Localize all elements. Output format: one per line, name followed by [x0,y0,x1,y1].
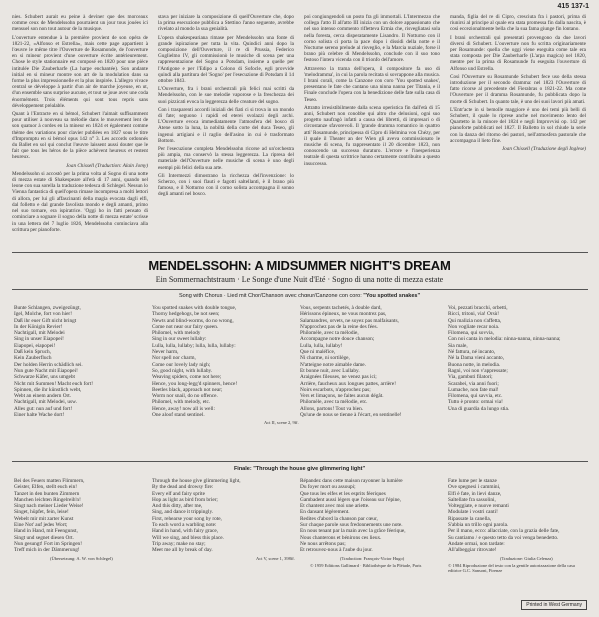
lyric-line: Fate lume per le stanze [448,478,497,484]
lyric-line: En dansant légèrement. [300,509,350,516]
lyric-line: Every elf and fairy sprite [152,490,205,497]
lyric-line: Araignées fileuses, ne venez pas ici; [300,374,377,381]
lyric-line: Ripassate la canella, [448,515,492,522]
lyric-line: Through the house give glimmering light, [152,478,241,484]
notes-paragraph: poi congiungendoli un posto fra gli immortali. L'Intermezzo che collega l'atto II all'atto III inizia con un dolore appassionato che nel suo intenso commento rifletteva Ermia che, risvegliatasi sola nella foresta, cerca disperatamente Lisandro. Il Notturno con il corno solista ci porta la pace dopo i dissidi della notte e il Nocturne sereno prelude al risveglio, e la Marcia nuziale, forse il brano più celebre di Mendelssohn, conclude con il suo tono festoso l'intera vicenda con il trionfo dell'amore. [304,14,440,64]
lyric-line: Thorny hedgehogs, be not seen; [152,311,220,318]
lyric-line: Arrière, faucheux aux longues pattes, arrière! [300,380,397,387]
lyric-line: Meet me all by break of day. [152,547,213,554]
lyric-line: To each word a warbling note: [152,522,217,529]
lyric-line: Nun gesungt! Fort im Springen! [14,540,82,547]
notes-paragraph: Con i trasparenti accordi iniziali dei fiati ci si trova in un mondo di fate; seguono i rapidi ed eterei svolazzi degli archi. L'Ouverture evoca immediatamente l'atmosfera del bosco di Atene sotto la luna, la nobiltà della corte del duca Teseo, gli ingenui artigiani e il raglio dell'asino in cui è trasformato Bottom. [158,106,294,144]
lyric-line: Vers et limaçons, ne faites aucun dégât. [300,393,384,400]
lyric-line: Nous chanterons et bénirons ces lieux. [300,534,382,541]
lyric-line: Du foyer mort ou assoupi; [300,484,356,491]
finale-italian-copyright: © 1984 Riproduzione del testo con la gentile autorizzazione della casa editrice G.C. Sansoni, Firenze [448,563,575,573]
lyric-line: Su cantiamo / e questo tetto da voi venga benedetto. [448,534,559,541]
notes-paragraph: manda, figlia del re di Cipro, cresciuta fra i pastori, prima di riunirsi al principe al quale era stata promessa fin dalla nascita, è così eccezionalmente bella che la sua fama giunge fin lontano. [450,14,586,33]
lyric-line: Schwarze Käfer, uns umgebt [14,374,75,381]
lyric-line: N'atteigne notre aimable dame. [300,361,366,368]
lyric-line: Webt an einem andern Ort. [14,393,72,400]
lyric-line: Hérissons épineux, ne vous montrez pas, [300,311,387,318]
lyric-line: Via, gambuti filatori; [448,374,493,381]
lyric-line: Kein Zauberfluch [14,355,52,362]
lyric-line: Bunte Schlangen, zweigezüngt, [14,305,81,311]
lyric-line: Volteggiate, e nuove remanti [448,503,509,510]
lyric-line: Alles gut: nun auf und fort! [14,405,73,412]
notes-paragraph: stava per iniziare la composizione di quell'Ouverture che, dopo la prima esecuzione pubblica a Stettino l'anno seguente, avrebbe rivelato al mondo la sua genialità. [158,14,294,33]
notes-column-3 [304,14,440,244]
divider-finale [12,461,588,462]
finale-lyrics-french [300,478,440,554]
lyric-line: Bei des Feuers matten Flimmern, [14,478,85,484]
lyric-line: Scarabei, via anni fuori; [448,380,499,387]
lyric-line: Sing, and dance it trippingly. [152,509,214,516]
notes-paragraph: nies. Schubert aurait eu peine à deviner que des morceaux comme ceux de Mendelssohn pourraient un jour tous jouées ici mensuel son non tout autour de la musique. [12,14,148,33]
lyric-line: Ove spegnesi i cammini, [448,484,501,491]
lyric-line: Lulla, lulla, lullaby! [300,342,343,349]
lyric-line: Ne nous arrêtons pas; [300,540,346,547]
lyric-line: S'abbia un trillo ogni parola. [448,522,509,529]
finale-lyrics-italian [448,478,588,554]
notes-column-1 [12,14,148,244]
notes-paragraph: Quant à l'Entracte en si bémol, Schubert l'aimait suffisamment pour utiliser à nouveau sa mélodie dans le mouvement lent de son quatuor à cordes en la mineur en 1824 et également comme thème des variations pour clavier publiées en 1827 sous le titre d'Impromptu en si bémol opus 142 n° 3. Les accords ordonnés du Ballet en sol qui conclut l'œuvre laissent aussi douter que le fait que tous les héros de la pièce achèvent heureux et restent heureux. [12,111,148,161]
notes-paragraph: Attratto irresistibilmente dalla scena operistica fin dall'età di 15 anni, Schubert non conobbe qui altro che delusioni, ogni suo progetto naufragò infatti a causa dei libretti, di impresari o di circostanze sfavorevoli. Il 'grande dramma romantico in quattro atti' Rosamunde, principessa di Cipro di Helmina von Chézy, per il quale il Theater an der Wien gli aveva commissionato le musiche di scena, fu rappresentato il 20 dicembre 1823, non conoscendo un successo duraturo. L'errore e l'inesperienza teatrale di questa scrittrice hanno certamente contribuito a questo insuccesso. [304,104,440,167]
lyric-line: Filomena, qui savvia, etc. [448,393,503,400]
lyric-line: Singt nach meiner Lieder Weise! [14,503,84,510]
notes-paragraph: L'opera shakespeariana rimase per Mendelssohn una fonte di grande ispirazione per tutta la vita. Quindici anni dopo la composizione dell'Ouverture, il re di Prussia, Federico Guglielmo IV, gli commissionò le musiche di scena per una rappresentazione del Sogno a Potsdam, insieme a quelle per l'Antigone e per l'Edipo a Colono di Sofocle, egli provvide quindi alla partitura del 'Sogno' per l'esecuzione di Potsdam il 14 ottobre 1843. [158,34,294,85]
lyric-line: Sia male, [448,342,468,349]
lyric-line: Et retrouvez-nous à l'aube du jour. [300,547,373,554]
lyric-line: Hence, away! now all is well: [152,405,215,412]
lyric-line: Ragni, voi non v'appressate; [448,367,508,374]
song-heading [0,293,599,299]
lyric-line: Que tous les elfes et les esprits féeriques [300,490,386,497]
lyric-line: First, rehearse your song by rote, [152,515,222,522]
notes-columns [12,14,588,244]
lyric-line: Tutto è pronto: ormai via! [448,399,503,406]
lyric-line: Accompagne notre douce chanson; [300,336,375,343]
lyric-line: Sing in unser Eiapopei! [14,336,64,343]
lyric-line: Daß ihr euer Gift nicht bringt [14,317,77,324]
lyric-line: Hop as light as bird from brier; [152,496,218,503]
lyric-line: By the dead and drowsy fire: [152,484,214,491]
lyric-line: Répandez dans cette maison rayonner la lumière [300,478,403,484]
lyric-line: So, good night, with lullaby. [152,367,213,374]
lyric-line: Spinnen, die ihr künstlich webt, [14,386,82,393]
notes-credit: Joan Chissell (Traduction: Alain Jomy) [65,162,148,169]
song-lyrics-italian [448,305,588,412]
notes-paragraph: Per l'esecuzione completa Mendelssohn ricorse ad un'orchestra più ampia, ma conservò la stessa leggerezza. La ripresa del materiale dell'Ouverture nelle musiche di scena è uno degli esempi più felici della sua arte. [158,146,294,171]
lyric-line: Tanzet in den bunten Zimmern [14,490,80,497]
lyric-line: One aloof stand sentinel. [152,412,205,419]
lyric-line: Ni charme, ni sortilège, [300,355,350,362]
lyric-line: Voi, pezzati bracchi, orbetti, [448,305,508,311]
lyric-line: Nachtigall, mit Melodei [14,330,65,337]
lyric-line: And this ditty, after me, [152,503,203,510]
divider-subtitle [12,289,588,290]
catalog-number: 415 137-1 [557,3,589,10]
lyric-line: Einer halte Wache dort! [14,412,65,419]
lyric-line: Geister, Elfen, stellt euch ein! [14,484,78,491]
lyric-line: Ricci, tritoni, via! Orsù! [448,311,500,318]
lyric-line: Trip away; make no stay; [152,540,206,547]
lyric-line: Come not near our fairy queen. [152,323,219,330]
lyric-line: N'approchez pas de la reine des fées. [300,323,378,330]
lyric-line: Sing in our sweet lullaby: [152,336,207,343]
song-english-reference: Act II, scene 2, 9ff. [264,420,299,425]
lyric-line: Una di guardia da lungo stia. [448,405,510,412]
lyric-line: Lumache, non fate mal! [448,386,499,393]
lyric-line: Salamandres, orvets, ne soyez pas malfaisants, [300,317,399,324]
finale-lyrics-german [14,478,154,554]
finale-italian-credit: (Traduzione: Giulia Celenza) [500,556,553,561]
lyric-line: Singt und segnet diesen Ort. [14,534,74,541]
lyric-line: Nun gute Nacht mit Eiapopei! [14,367,78,374]
lyric-line: Né la Dama vieni accanto, [448,355,505,362]
lyric-line: Newts and blind-worms, do no wrong, [152,317,234,324]
lyric-line: Qu'une de nous se tienne à l'écart, en sentinelle! [300,412,402,419]
song-lyrics-german [14,305,154,418]
lyric-line: Allons, partons! Tout va bien. [300,405,364,412]
lyric-line: Andate ormai, non tardate: [448,540,505,547]
notes-column-4 [450,14,586,244]
lyric-line: In der Königin Revier! [14,323,63,330]
lyric-line: Modulate i vostri canti! [448,509,498,516]
notes-paragraph: Gli Intermezzi dimostrano la ricchezza dell'invenzione: lo Scherzo, con i suoi flauti e fagotti saltellanti, è il brano più famoso, e il Notturno con il corno solista accompagna il sonno degli amanti nel bosco. [158,172,294,198]
notes-paragraph: L'Entr'acte in si bemolle maggiore è uno dei temi più belli di Schubert, il quale lo riprese anche nel movimento lento del Quartetto in la minore del 1824 e negli Improvvisi op. 142 per pianoforte pubblicati nel 1827. Il Balletto in sol chiude la serie con la danza del ritorno dei pastori, nell'atmosfera pastorale che accompagna il lieto fine. [450,106,586,144]
finale-german-credit: (Übersetzung: A. W. von Schlegel) [50,556,113,561]
lyric-line: Non vogliate recar noia. [448,323,500,330]
lyric-line: Et bonne nuit, avec Lullaby. [300,367,360,374]
notes-paragraph: L'ouverture entendue à la première provient de son opéra de 1821-22, «Alfonso et Estrella», mais cette page appartient à l'œuvre le même titre l'Ouverture de Rosamonde, de l'ouverture en si mineur provient d'une ouverture écrite antérieurement. Chose le style stationnaire est composé en 1820 pour une pièce intitulée Die Zauberharfe (La harpe enchantée). Son andante initial en si mineur montre son art de la modulation dans sa forme la plus impressionnelle et la plus inspirée. L'allegro vivace central se développe à partir d'un air de marche joyeuse, en ut, d'un ensemble sans surprise aucune, et tout se joue avec une coda énormément. Trois éléments qui sont tous repris sans développement préalable. [12,34,148,109]
lyric-line: Vous, serpents tachetés, à double dard, [300,305,382,311]
lyric-line: Der holden Herrin schädlich sei. [14,361,83,368]
lyric-line: Gambadent aussi légers que l'oiseau sur l'épine, [300,496,401,503]
lyric-line: Hence, you long-legg'd spinners, hence! [152,380,238,387]
lyric-line: Lulla, lulla, lullaby; lulla, lulla, lullaby: [152,342,236,349]
lyric-line: Beetles black, approach not near; [152,386,223,393]
notes-paragraph: L'Ouverture, fra i brani orchestrali più felici mai scritti da Mendelssohn, con le sue melodie vaporose e la freschezza dei suoi pizzicati evoca la leggerezza delle creature del sogno. [158,86,294,105]
lyric-line: Webelt mir mit zarter Kunst [14,515,74,522]
lyric-line: Will we sing, and bless this place. [152,534,224,541]
page-subtitle: Ein Sommernachtstraum · Le Songe d'une Nuit d'Eté · Sogno di una notte di mezza estate [155,275,444,284]
lyric-line: Manchen leichten Ringelreih'n! [14,496,81,503]
song-heading-prefix: Song with Chorus · Lied mit Chor/Chanson avec chœur/Canzone con coro: [178,293,362,299]
lyric-line: Hand in hand, with fairy grace, [152,528,219,535]
notes-credit: Joan Chissell (Traduzione degli Inglese) [501,146,586,153]
song-heading-title: "You spotted snakes" [363,293,421,299]
lyric-line: Filomena, qui sovvia, [448,330,494,337]
lyric-line: Né fattura, né incanto, [448,349,496,356]
lyric-line: Philomel, with melody [152,330,201,337]
lyric-line: Eine Not' auf jedes Wort; [14,522,68,529]
notes-paragraph: Mendelssohn si accostò per la prima volta al Sogno di una notte di mezza estate di Shakespeare all'età di 17 anni, quando nel leone con sua sorella la traduzione tedesca di Schlegel. Nessun lo Vienna fantastica di quell'opera rimase incompresa a molti lettori di allora, per lui gli affascinanti della magia evocata dagli elfi, dal folletto e dal grande favolista mondo e degli amanti, primo nel suo tornare, era ispiratrice. 'Oggi ho in fatti pensato di cominciare a sognare il sogno della notte di mezza estate' scrisse in una lettera del 7 luglio 1826, Mendelssohn cominciava alla scrittura per pianoforte. [12,170,148,233]
lyric-line: Per il mano, ecco: allacciate, con la grazia delle fate, [448,528,560,535]
lyric-line: Buona notte, in melodia. [448,361,501,368]
page-title: MENDELSSOHN: A MIDSUMMER NIGHT'S DREAM [148,258,451,273]
notes-column-2 [158,14,294,244]
notes-paragraph: Così l'Ouverture su Rosamunde Schubert fece uso della stessa introduzione per il secondo dramma: nel 1823 l'Ouverture di fatto ricorse al precedente del Fierabras o 1821-22. Ma come l'Ouverture per il dramma Rosamunde, fu pubblicata dopo la morte di Schubert. In quanto tale, è uno dei suoi lavori più amati. [450,73,586,105]
lyric-line: Hand in Hand, mit Feengunst, [14,528,78,535]
lyric-line: Redites d'abord la chanson par cœur, [300,515,378,522]
lyric-line: Igel, Molche, fort von hier! [14,311,72,318]
lyric-line: Nor spell nor charm, [152,355,196,362]
lyric-line: You spotted snakes with double tongue, [152,305,237,311]
finale-french-copyright: © 1959 Editions Gallimard · Bibliothèque de la Pléiade, Paris [310,563,422,568]
lyric-line: Daß kein Spruch, [14,349,51,356]
lyric-line: Philomèle, avec ta mélodie, [300,330,359,337]
lyric-line: Nicht mit Summen! Macht euch fort! [14,380,93,387]
lyric-line: Et chantent avec moi une ariette. [300,503,370,510]
divider-top [12,252,588,253]
lyric-line: Weaving spiders, come not here; [152,374,222,381]
finale-lyrics-english [152,478,292,554]
lyric-line: Saltellate fra sassolini, [448,496,496,503]
lyric-line: Que ni maléfice, [300,349,336,356]
notes-paragraph: Attraverso la trama dell'opera, il compositore fa uso di 'melodramma', in cui la parola recitata si sovrappone alla musica. I brani corali, come la Canzone con coro 'You spotted snakes', presentano le fate che cantano una ninna nanna per Titania, e il Finale conclude l'opera con la benedizione delle fate sulla casa di Teseo. [304,65,440,103]
lyric-line: Elfi è fate, in lievi danze, [448,490,502,497]
lyric-line: Treff mich in der Dämmerung! [14,547,80,554]
lyric-line: Come our lovely lady nigh; [152,361,211,368]
finale-french-credit: (Traduction: François-Victor Hugo) [340,556,405,561]
lyric-line: En nous tenant par la main avec la grâce féerique, [300,528,406,535]
finale-heading: Finale: "Through the house give glimmering light" [233,466,366,472]
lyric-line: Nachtigall, mit Melodei, usw. [14,399,77,406]
notes-paragraph: I brani orchestrali qui presentati provengono da due lavori diversi di Schubert. L'ouverture non fu scritta originariamente per Rosamunde: quella che oggi viene eseguita come tale era stata composta per Die Zauberharfe (L'arpa magica) nel 1820, mentre per la prima di Rosamunde fu eseguita l'ouverture di Alfonso und Estrella. [450,34,586,72]
lyric-line: Philomèle, avec ta mélodie, etc. [300,399,368,406]
lyric-line: All'albeggiar ritrovate! [448,547,497,554]
lyric-line: Con noi canta in melodia: ninna-nanna, ninna-nanna; [448,336,561,343]
lyric-line: Never harm, [152,349,179,356]
finale-english-reference: Act V, scene 1, 398ff. [256,556,295,561]
lyric-line: Noirs escarbots, n'approchez pas; [300,386,371,393]
song-lyrics-french [300,305,440,418]
lyric-line: Sur chaque parole sous fredonnements une note. [300,522,403,529]
printed-in-label: Printed in West Germany [521,600,587,610]
song-lyrics-english [152,305,292,418]
lyric-line: Worm nor snail, do no offence. [152,393,218,400]
lyric-line: Qui malizia non s'affetta, [448,317,502,324]
lyric-line: Eiapopei, eiapopei! [14,342,56,349]
lyric-line: Singet, hüpfet, fein, leise! [14,509,69,516]
lyric-line: Philomel, with melody, etc. [152,399,211,406]
